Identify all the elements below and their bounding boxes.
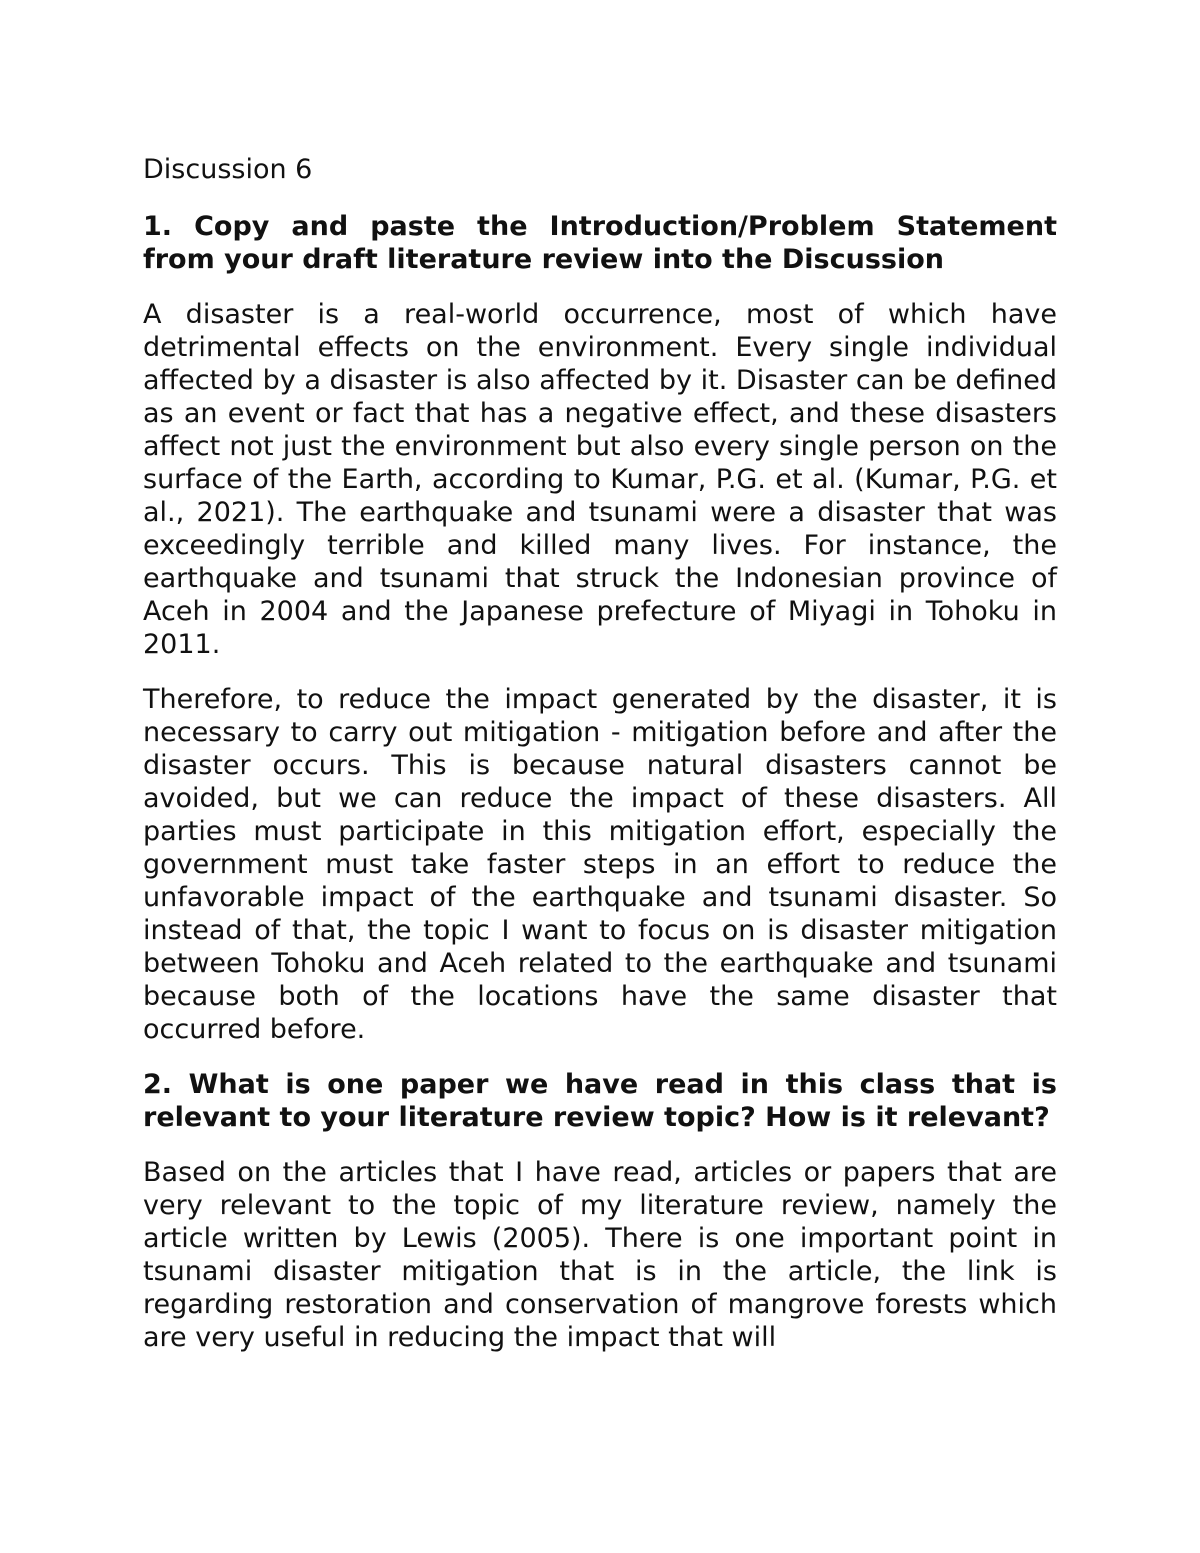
document-body [143,150,1057,1376]
document-title: Discussion 6 [143,154,313,185]
answer-1-paragraph-2: Therefore, to reduce the impact generated by the disaster, it is necessary to carry out mitigation - mitigation before and after the disaster occurs. This is because natural disasters cannot be avoided, but we can reduce the impact of these disasters. All parties must participate in this mitigation effort, especially the government must take faster steps in an effort to reduce the unfavorable impact of the earthquake and tsunami disaster. So instead of that, the topic I want to focus on is disaster mitigation between Tohoku and Aceh related to the earthquake and tsunami because both of the locations have the same disaster that occurred before. [143,684,1057,1045]
answer-2-paragraph-1: Based on the articles that I have read, articles or papers that are very relevant to the topic of my literature review, namely the article written by Lewis (2005). There is one important point in tsunami disaster mitigation that is in the article, the link is regarding restoration and conservation of mangrove forests which are very useful in reducing the impact that will [143,1157,1057,1353]
answer-1-paragraph-1: A disaster is a real-world occurrence, most of which have detrimental effects on the environment. Every single individual affected by a disaster is also affected by it. Disaster can be defined as an event or fact that has a negative effect, and these disasters affect not just the environment but also every single person on the surface of the Earth, according to Kumar, P.G. et al. (Kumar, P.G. et al., 2021). The earthquake and tsunami were a disaster that was exceedingly terrible and killed many lives. For instance, the earthquake and tsunami that struck the Indonesian province of Aceh in 2004 and the Japanese prefecture of Miyagi in Tohoku in 2011. [143,299,1057,660]
question-2-heading: 2. What is one paper we have read in this class that is relevant to your literature review topic? How is it relevant? [143,1069,1057,1133]
question-1-heading: 1. Copy and paste the Introduction/Problem Statement from your draft literature review into the Discussion [143,211,1057,275]
